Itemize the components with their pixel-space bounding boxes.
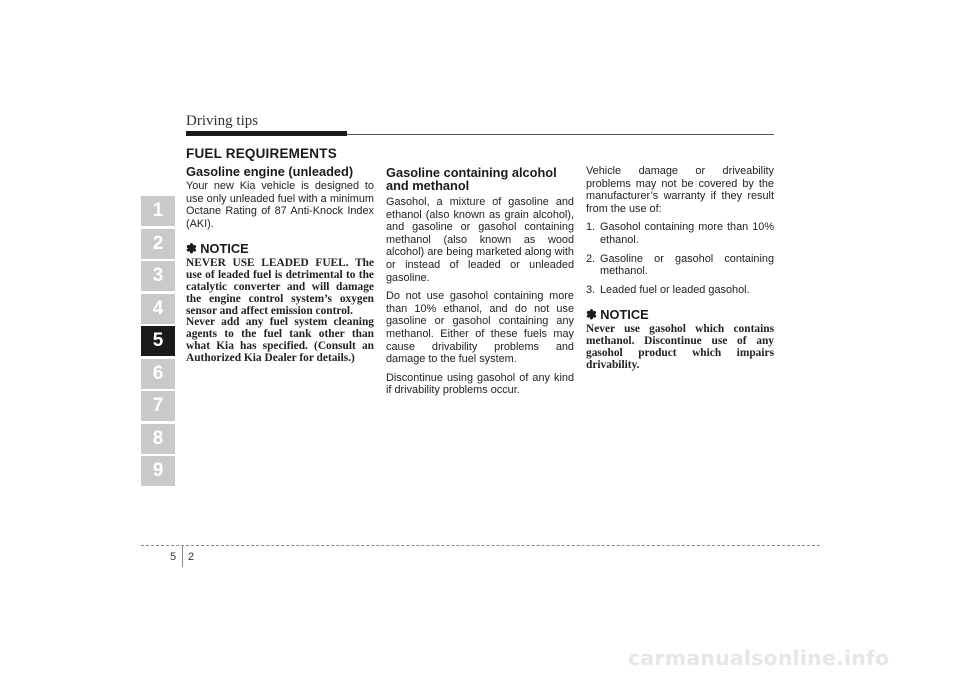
notice-text: Never use gasohol which contains methanol. Discontinue use of any gasohol product which impairs drivability. bbox=[586, 323, 774, 371]
header-title: Driving tips bbox=[186, 113, 259, 129]
footer-rule bbox=[141, 545, 820, 546]
chapter-tab-6[interactable]: 6 bbox=[141, 359, 175, 389]
paragraph: Vehicle damage or driveability problems may not be covered by the manufacturer’s warranty if they result from the use of: bbox=[586, 165, 774, 215]
chapter-tab-4[interactable]: 4 bbox=[141, 294, 175, 324]
paragraph: Do not use gasohol containing more than 10% ethanol, and do not use gasoline or gasohol containing any methanol. Either of these fuels may cause drivability problems and damage to the fuel system. bbox=[386, 290, 574, 366]
notice-text: NEVER USE LEADED FUEL. The use of leaded fuel is detrimental to the catalytic converter and will damage the engine control system’s oxygen sensor and affect emission control. bbox=[186, 257, 374, 317]
chapter-tab-8[interactable]: 8 bbox=[141, 424, 175, 454]
notice-label: ✽ NOTICE bbox=[186, 241, 249, 257]
chapter-tab-9[interactable]: 9 bbox=[141, 456, 175, 486]
chapter-tab-3[interactable]: 3 bbox=[141, 261, 175, 291]
chapter-tabs bbox=[141, 196, 175, 489]
column-1 bbox=[186, 165, 374, 365]
column-2 bbox=[386, 166, 574, 403]
notice-label: ✽ NOTICE bbox=[586, 307, 649, 323]
header-rule-accent bbox=[186, 131, 347, 136]
list-text: Gasoline or gasohol containing methanol. bbox=[600, 252, 774, 278]
column-3 bbox=[586, 165, 774, 372]
list-item bbox=[586, 284, 774, 297]
chapter-tab-1[interactable]: 1 bbox=[141, 196, 175, 226]
notice-text: Never add any fuel system cleaning agents to the fuel tank other than what Kia has specified. (Consult an Authorized Kia Dealer for details.) bbox=[186, 316, 374, 364]
heading-gasoline-engine: Gasoline engine (unleaded) bbox=[186, 164, 354, 179]
list-text: Gasohol containing more than 10% ethanol. bbox=[600, 221, 774, 246]
page-number: 2 bbox=[188, 551, 195, 563]
list-item bbox=[586, 253, 774, 278]
paragraph: Discontinue using gasohol of any kind if drivability problems occur. bbox=[386, 371, 574, 397]
paragraph: Gasohol, a mixture of gasoline and ethanol (also known as grain alcohol), and gasoline or gasohol containing methanol (also known as wood alcohol) are being marketed along with or instead of leaded or unleaded gasoline. bbox=[386, 196, 574, 284]
chapter-tab-5[interactable]: 5 bbox=[141, 326, 175, 356]
watermark: carmanualsonline.info bbox=[628, 646, 890, 670]
list-number: 2. bbox=[586, 252, 596, 265]
chapter-tab-2[interactable]: 2 bbox=[141, 229, 175, 259]
list-text: Leaded fuel or leaded gasohol. bbox=[600, 283, 750, 296]
heading-gasoline-alcohol: Gasoline containing alcohol and methanol bbox=[386, 165, 557, 193]
chapter-tab-7[interactable]: 7 bbox=[141, 391, 175, 421]
footer-separator bbox=[182, 545, 183, 567]
paragraph: Your new Kia vehicle is designed to use only unleaded fuel with a minimum Octane Rating of 87 Anti-Knock Index (AKI). bbox=[186, 180, 374, 230]
page-chapter-number: 5 bbox=[170, 551, 177, 563]
list-number: 3. bbox=[586, 283, 596, 296]
section-title: FUEL REQUIREMENTS bbox=[186, 146, 337, 161]
list-number: 1. bbox=[586, 221, 596, 234]
list-item bbox=[586, 221, 774, 246]
